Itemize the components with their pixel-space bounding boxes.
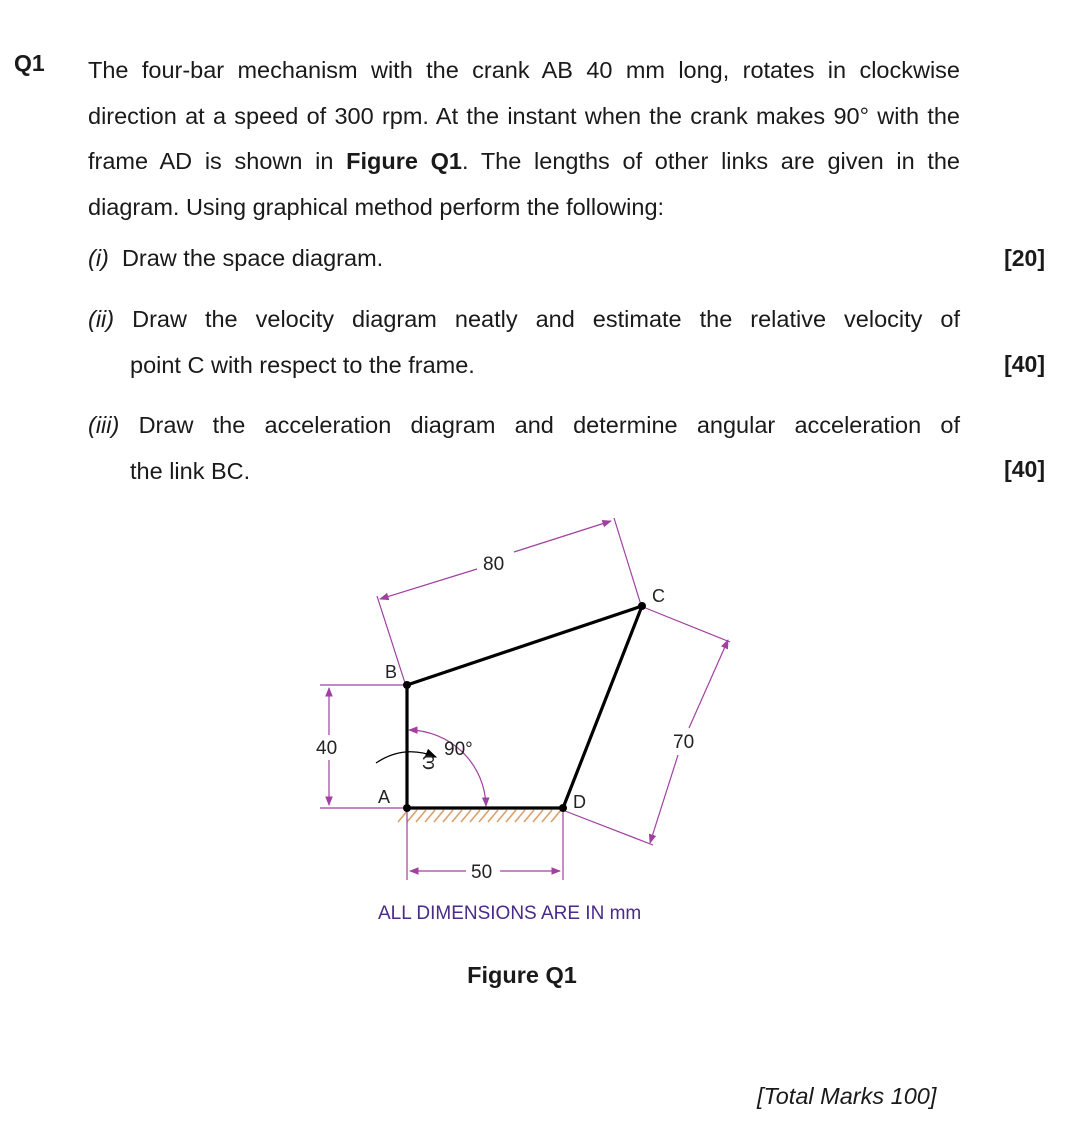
part-ii-line1 bbox=[88, 296, 960, 342]
stem-figure-ref: Figure Q1 bbox=[346, 148, 463, 174]
part-iii bbox=[88, 402, 960, 494]
part-i-marks: [20] bbox=[1004, 245, 1045, 271]
dimensions-note: ALL DIMENSIONS ARE IN mm bbox=[378, 903, 642, 924]
four-bar-mechanism-figure bbox=[0, 500, 1080, 940]
dim-ad-value: 50 bbox=[471, 862, 493, 883]
part-iii-marks: [40] bbox=[1004, 456, 1045, 482]
label-a: A bbox=[378, 787, 391, 807]
part-i-line1 bbox=[88, 235, 960, 281]
part-ii-marks: [40] bbox=[1004, 351, 1045, 377]
part-i bbox=[88, 235, 960, 281]
question-number: Q1 bbox=[14, 50, 45, 76]
joint-d bbox=[559, 804, 567, 812]
angle-label: 90° bbox=[444, 739, 473, 760]
dim-cd-value: 70 bbox=[673, 732, 695, 753]
joint-c bbox=[638, 602, 646, 610]
omega-label: ω bbox=[417, 754, 439, 770]
mechanism-links bbox=[407, 606, 642, 808]
dimension-lines bbox=[320, 518, 730, 880]
question-stem bbox=[88, 48, 960, 230]
link-bc bbox=[407, 606, 642, 685]
stem-text-1: The four-bar mechanism with the crank AB 40 mm long, rotates in clockwise direction at a speed of 300 rpm. At the instant when the crank makes 90° with the frame AD is shown in bbox=[88, 57, 960, 174]
part-iii-label: (iii) bbox=[88, 412, 120, 438]
stem-text-2: . The lengths of other links are given in the diagram. Using graphical method perform the following: bbox=[88, 148, 961, 220]
part-ii-label: (ii) bbox=[88, 306, 115, 332]
part-i-label: (i) bbox=[88, 245, 109, 271]
part-ii-text: Draw the velocity diagram neatly and estimate the relative velocity of bbox=[132, 306, 961, 332]
label-b: B bbox=[385, 662, 398, 682]
total-marks: [Total Marks 100] bbox=[757, 1083, 937, 1109]
part-iii-line1 bbox=[88, 402, 960, 448]
joint-b bbox=[403, 681, 411, 689]
link-cd bbox=[563, 606, 642, 808]
joint-a bbox=[403, 804, 411, 812]
ground-hatch bbox=[398, 810, 561, 822]
part-iii-continuation: the link BC. bbox=[130, 458, 251, 484]
part-i-text: Draw the space diagram. bbox=[121, 245, 384, 271]
dim-bc-value: 80 bbox=[483, 554, 505, 575]
part-iii-text: Draw the acceleration diagram and determine angular acceleration of bbox=[138, 412, 960, 438]
part-ii bbox=[88, 296, 960, 388]
label-d: D bbox=[573, 792, 586, 812]
dim-ab-value: 40 bbox=[316, 738, 338, 759]
figure-caption: Figure Q1 bbox=[467, 962, 577, 988]
label-c: C bbox=[652, 586, 665, 606]
part-ii-continuation: point C with respect to the frame. bbox=[130, 352, 475, 378]
